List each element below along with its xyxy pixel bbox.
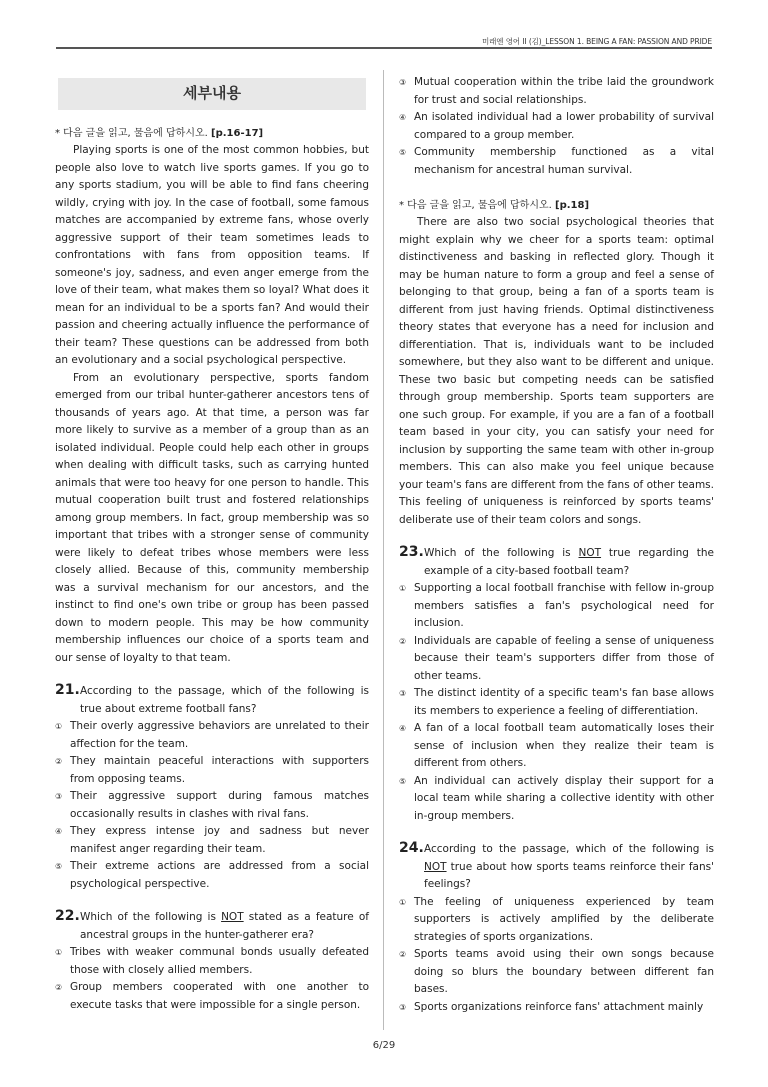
question-stem: According to the passage, which of the following is true about extreme football fans? xyxy=(80,685,369,715)
option-number: ① xyxy=(55,722,63,731)
option-number: ② xyxy=(399,950,407,959)
passage1-instruction xyxy=(55,125,369,142)
section-title: 세부내용 xyxy=(58,78,366,110)
option[interactable] xyxy=(55,979,369,1014)
option-number: ① xyxy=(399,584,407,593)
question-24 xyxy=(399,841,714,894)
option[interactable] xyxy=(55,823,369,858)
option-number: ④ xyxy=(55,827,63,836)
left-column xyxy=(55,74,369,1014)
option[interactable] xyxy=(399,773,714,826)
stem-part: true regarding the example of a city-based football team? xyxy=(424,547,715,577)
option-text: The distinct identity of a specific team's fan base allows its members to experience a feeling of differentiation. xyxy=(414,687,714,717)
question-number: 22. xyxy=(55,908,80,924)
stem-emphasis: NOT xyxy=(578,547,602,559)
question-stem xyxy=(424,841,714,894)
option-text: Sports organizations reinforce fans' attachment mainly xyxy=(414,1000,704,1013)
header-title: 미래엔 영어 II (김)_LESSON 1. BEING A FAN: PASSION AND PRIDE xyxy=(482,37,712,46)
option-text: Group members cooperated with one another to execute tasks that were impossible for a single person. xyxy=(70,981,369,1011)
page-reference: [p.18] xyxy=(555,200,590,211)
option-number: ① xyxy=(399,897,407,907)
option-text: The feeling of uniqueness experienced by team supporters is actively amplified by the deliberate strategies of sports organizations. xyxy=(414,895,714,943)
stem-emphasis: NOT xyxy=(424,860,447,873)
option-number: ④ xyxy=(399,724,407,733)
option-text: Their aggressive support during famous matches occasionally results in clashes with rival fans. xyxy=(70,790,369,820)
option[interactable] xyxy=(55,858,369,893)
passage2-instruction xyxy=(399,197,714,214)
option-number: ⑤ xyxy=(399,776,407,786)
option-number: ④ xyxy=(399,113,407,122)
stem-emphasis: NOT xyxy=(221,911,244,923)
option-number: ① xyxy=(55,948,63,957)
option-number: ⑤ xyxy=(55,862,63,871)
option-text: Their overly aggressive behaviors are unrelated to their affection for the team. xyxy=(70,720,369,750)
option-text: A fan of a local football team automatically loses their sense of inclusion when they realize their team is different from others. xyxy=(414,722,714,769)
passage1-paragraph-1: Playing sports is one of the most common hobbies, but people also love to watch live sports games. If you go to any sports stadium, you will be able to find fans cheering wildly, crying with joy. In the case of football, some famous matches are accompanied by extreme fans, whose overly aggressive support of their team sometimes leads to confrontations with fans from opposition teams. If someone's joy, sadness, and even anger emerge from the love of their team, what makes them so loyal? What does it mean for an individual to be a sports fan? And would their passion and cheering actually influence the performance of their team? These questions can be addressed from both an evolutionary and a social psychological perspective. xyxy=(55,144,369,366)
stem-part: stated as a feature of ancestral groups in the hunter-gatherer era? xyxy=(80,911,370,941)
option-text: Mutual cooperation within the tribe laid the groundwork for trust and social relationships. xyxy=(414,76,714,106)
option-text: Individuals are capable of feeling a sense of uniqueness because their team's supporters differ from those of other teams. xyxy=(414,634,714,682)
option[interactable] xyxy=(55,788,369,823)
header-rule xyxy=(56,47,712,49)
option-number: ③ xyxy=(55,792,63,801)
stem-part: Which of the following is xyxy=(424,547,579,559)
stem-part: Which of the following is xyxy=(80,911,222,923)
option[interactable] xyxy=(399,685,714,720)
option-text: An isolated individual had a lower probability of survival compared to a group member. xyxy=(414,111,714,141)
option-number: ② xyxy=(55,757,63,766)
passage1-paragraph-2: From an evolutionary perspective, sports fandom emerged from our tribal hunter-gatherer ancestors tens of thousands of years ago. At that time, a person was far more likely to survive as a member of a group than as an isolated individual. People could help each other in groups when dealing with difficult tasks, such as carrying hunted animals that were too heavy for one person to handle. This mutual cooperation built trust and fostered relationships among group members. In fact, group membership was so important that tribes with a stronger sense of community were likely to defeat tribes whose members were less closely allied. Because of this, community membership was a survival mechanism for our ancestors, and the instinct to find one's own tribe or group has been passed down to modern people. This may be how community membership influences our choice of a sports team and our sense of loyalty to that team. xyxy=(55,371,369,664)
stem-part: According to the passage, which of the following is xyxy=(424,843,714,855)
option-number: ③ xyxy=(399,78,407,87)
question-number: 23. xyxy=(399,544,424,560)
question-number: 24. xyxy=(399,840,424,856)
option-number: ③ xyxy=(399,1002,407,1012)
passage2-paragraph-1: There are also two social psychological theories that might explain why we cheer for a sports team: optimal distinctiveness and basking in reflected glory. Though it may be human nature to form a group and feel a sense of belonging to that group, being a fan of a sports team is different from just having friends. Optimal distinctiveness theory states that everyone has a need for inclusion and differentiation. That is, individuals want to be included somewhere, but they also want to be different and unique. These two basic but competing needs can be satisfied through group membership. Sports team supporters are one such group. For example, if you are a fan of a football team based in your city, you can satisfy your need for inclusion by supporting the same team with other in-group members. This can also make you feel unique because your team's fans are different from the fans of other teams. This feeling of uniqueness is reinforced by sports teams' deliberate use of their team colors and songs. xyxy=(399,216,714,526)
option[interactable] xyxy=(399,109,714,144)
question-stem xyxy=(424,545,714,580)
question-21 xyxy=(55,683,369,718)
option[interactable] xyxy=(399,999,714,1017)
option[interactable] xyxy=(399,946,714,999)
page-reference: [p.16-17] xyxy=(211,128,264,139)
option-text: Tribes with weaker communal bonds usually defeated those with closely allied members. xyxy=(70,946,369,976)
option-text: They maintain peaceful interactions with supporters from opposing teams. xyxy=(70,755,369,785)
column-divider xyxy=(383,70,384,1030)
page-number: 6/29 xyxy=(372,1040,396,1051)
option-number: ③ xyxy=(399,689,407,698)
stem-part: true about how sports teams reinforce their fans' feelings? xyxy=(424,860,714,890)
option-number: ② xyxy=(55,983,63,992)
option-text: They express intense joy and sadness but never manifest anger regarding their team. xyxy=(70,825,369,855)
option-text: Community membership functioned as a vital mechanism for ancestral human survival. xyxy=(414,146,714,176)
instruction-text: * 다음 글을 읽고, 물음에 답하시오. xyxy=(55,128,208,139)
question-number: 21. xyxy=(55,682,80,698)
option[interactable] xyxy=(399,633,714,686)
option[interactable] xyxy=(55,718,369,753)
option-text: An individual can actively display their support for a local team while sharing a collective identity with other in-group members. xyxy=(414,774,714,822)
option[interactable] xyxy=(399,144,714,179)
option-number: ② xyxy=(399,636,407,646)
option[interactable] xyxy=(399,74,714,109)
option[interactable] xyxy=(399,894,714,947)
option[interactable] xyxy=(399,580,714,633)
question-stem xyxy=(80,909,369,944)
option[interactable] xyxy=(399,720,714,773)
option-text: Supporting a local football franchise with fellow in-group members satisfies a fan's psychological need for inclusion. xyxy=(414,582,714,629)
option[interactable] xyxy=(55,944,369,979)
right-column xyxy=(399,74,714,1016)
instruction-text: * 다음 글을 읽고, 물음에 답하시오. xyxy=(399,200,552,211)
question-23 xyxy=(399,545,714,580)
option[interactable] xyxy=(55,753,369,788)
option-text: Sports teams avoid using their own songs because doing so blurs the boundary between different fan bases. xyxy=(414,948,714,995)
option-number: ⑤ xyxy=(399,148,407,157)
question-22 xyxy=(55,909,369,944)
option-text: Their extreme actions are addressed from a social psychological perspective. xyxy=(70,860,369,890)
